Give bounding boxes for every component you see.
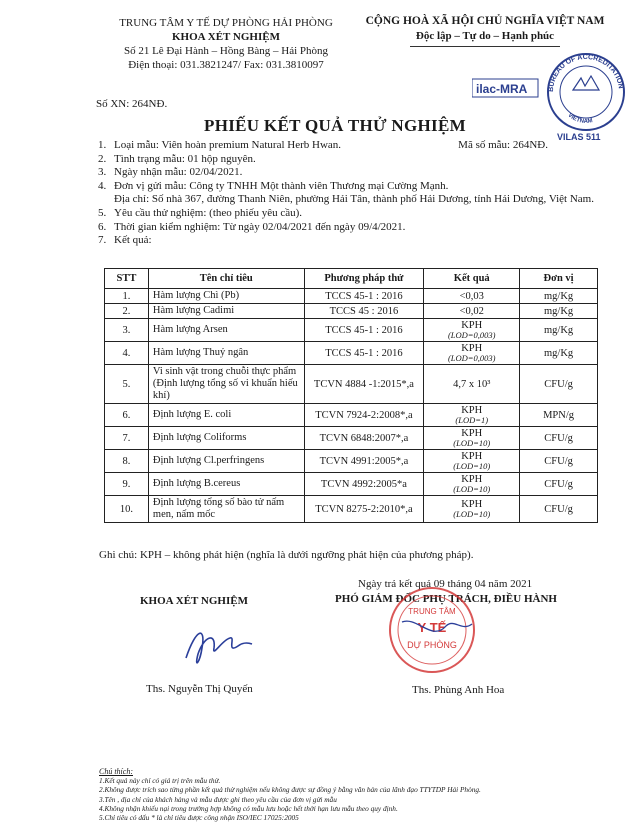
footnote: 2.Không được trích sao từng phần kết quả thử nghiệm nếu không được sự đồng ý bằng văn bản của lãnh đạo TTYTDP Hải Phòng.: [99, 785, 481, 795]
cell-result-lod: (LOD=10): [453, 509, 491, 519]
motto: Độc lập – Tự do – Hạnh phúc: [415, 30, 555, 42]
cell-name: Định lượng E. coli: [148, 404, 304, 427]
cell-result-lod: (LOD=10): [453, 438, 491, 448]
col-result: Kết quả: [424, 269, 520, 289]
cell-unit: mg/Kg: [520, 319, 598, 342]
table-row: [105, 342, 598, 365]
cell-method: TCVN 4991:2005*,a: [304, 450, 424, 473]
footnote: 1.Kết quả này chỉ có giá trị trên mẫu thử.: [99, 776, 221, 786]
sample-code: Mã số mẫu: 264NĐ.: [458, 139, 548, 151]
cell-result: KPH (LOD=0,003): [424, 319, 520, 342]
col-unit: Đơn vị: [520, 269, 598, 289]
cell-method: TCVN 8275-2:2010*,a: [304, 496, 424, 523]
svg-text:Y TẾ: Y TẾ: [417, 620, 447, 635]
cell-unit: CFU/g: [520, 473, 598, 496]
cell-method: TCVN 4992:2005*a: [304, 473, 424, 496]
cell-name: Định lượng Coliforms: [148, 427, 304, 450]
cell-result: <0,03: [424, 289, 520, 304]
cell-method: TCCS 45-1 : 2016: [304, 342, 424, 365]
note: Ghi chú: KPH – không phát hiện (nghĩa là dưới ngưỡng phát hiện của phương pháp).: [99, 549, 474, 561]
cell-unit: mg/Kg: [520, 304, 598, 319]
footnote: 4.Không nhận khiếu nại trong trường hợp không có mẫu lưu hoặc hết thời hạn lưu mẫu theo quy định.: [99, 803, 398, 813]
sample-info: 1. Loại mẫu: Viên hoàn premium Natural Herb Hwan. Mã số mẫu: 264NĐ. 2. Tình trạng mẫu: 01 hộp nguyên. 3. Ngày nhận mẫu: 02/04/2021. 4. Đơn vị gửi mẫu: Công ty TNHH Một thành viên Thương mại Cường Mạnh. Địa chỉ: Số nhà 367, đường Thanh Niên, phường Hải Tân, thành phố Hải Dương, tỉnh Hải Dương, Việt Nam. 5. Yêu cầu thử nghiệm: (theo phiếu yêu cầu). 6. Thời gian kiểm nghiệm: Từ ngày 02/04/2021 đến ngày 09/4/2021. 7. Kết quả:: [98, 139, 608, 248]
svg-text:BUREAU OF ACCREDITATION: BUREAU OF ACCREDITATION: [547, 53, 624, 93]
table-row: [105, 473, 598, 496]
cell-result-lod: (LOD=0,003): [447, 353, 496, 363]
org-address: Số 21 Lê Đại Hành – Hồng Bàng – Hải Phòng: [123, 45, 329, 57]
table-row: [105, 365, 598, 404]
cell-stt: 1.: [105, 289, 149, 304]
svg-text:ilac-MRA: ilac-MRA: [476, 82, 528, 96]
cell-result: KPH (LOD=0,003): [424, 342, 520, 365]
receive-date: Ngày nhận mẫu: 02/04/2021.: [114, 166, 243, 179]
cell-name: Hàm lượng Thuỷ ngân: [148, 342, 304, 365]
cell-result: KPH (LOD=10): [424, 427, 520, 450]
org-phone: Điện thoại: 031.3821247/ Fax: 031.3810097: [128, 59, 324, 71]
country-name: CỘNG HOÀ XÃ HỘI CHỦ NGHĨA VIỆT NAM: [365, 15, 605, 27]
accreditation-logo: [543, 50, 629, 142]
table-row: [105, 404, 598, 427]
signer-left-name: Ths. Nguyễn Thị Quyến: [146, 683, 253, 695]
table-row: [105, 450, 598, 473]
ilac-mra-logo: [472, 77, 542, 99]
sender-address: Địa chỉ: Số nhà 367, đường Thanh Niên, phường Hải Tân, thành phố Hải Dương, tỉnh Hải Dương, Việt Nam.: [114, 193, 594, 206]
cell-result-lod: (LOD=10): [453, 484, 491, 494]
cell-unit: CFU/g: [520, 427, 598, 450]
cell-method: TCVN 4884 -1:2015*,a: [304, 365, 424, 404]
cell-name: Định lượng Cl.perfringens: [148, 450, 304, 473]
result-date: Ngày trả kết quả 09 tháng 04 năm 2021: [358, 578, 533, 590]
cell-method: TCCS 45 : 2016: [304, 304, 424, 319]
table-body: [105, 289, 598, 523]
header-left: [96, 16, 356, 72]
cell-name: Hàm lượng Chì (Pb): [148, 289, 304, 304]
cell-name: Định lượng B.cereus: [148, 473, 304, 496]
cell-stt: 3.: [105, 319, 149, 342]
cell-method: TCVN 6848:2007*,a: [304, 427, 424, 450]
cell-stt: 4.: [105, 342, 149, 365]
motto-underline: [410, 46, 560, 47]
cell-result-lod: (LOD=1): [455, 415, 489, 425]
dept-name: KHOA XÉT NGHIỆM: [172, 31, 280, 43]
table-header: [105, 269, 598, 289]
sender: Đơn vị gửi mẫu: Công ty TNHH Một thành viên Thương mại Cường Mạnh.: [114, 179, 449, 192]
cell-name: Hàm lượng Arsen: [148, 319, 304, 342]
cell-name: Định lượng tổng số bào tử nấm men, nấm mốc: [148, 496, 304, 523]
cell-stt: 10.: [105, 496, 149, 523]
table-row: [105, 496, 598, 523]
signer-right-title: PHÓ GIÁM ĐỐC PHỤ TRÁCH, ĐIỀU HÀNH: [335, 593, 557, 605]
cell-stt: 6.: [105, 404, 149, 427]
cell-result: KPH (LOD=10): [424, 473, 520, 496]
document-number: Số XN: 264NĐ.: [96, 98, 168, 110]
footnote: 5.Chỉ tiêu có dấu * là chỉ tiêu được công nhận ISO/IEC 17025:2005: [99, 813, 299, 823]
footnotes: [99, 767, 619, 822]
svg-text:VIETNAM: VIETNAM: [566, 112, 594, 125]
cell-result-lod: (LOD=0,003): [447, 330, 496, 340]
header-right: [350, 14, 620, 47]
footnotes-heading: Chú thích:: [99, 767, 133, 776]
cell-result: KPH (LOD=1): [424, 404, 520, 427]
cell-method: TCCS 45-1 : 2016: [304, 289, 424, 304]
cell-stt: 5.: [105, 365, 149, 404]
col-method: Phương pháp thử: [304, 269, 424, 289]
svg-text:TRUNG TÂM: TRUNG TÂM: [408, 607, 456, 616]
cell-method: TCCS 45-1 : 2016: [304, 319, 424, 342]
signer-right-name: Ths. Phùng Anh Hoa: [412, 684, 505, 696]
cell-unit: MPN/g: [520, 404, 598, 427]
cell-result: KPH (LOD=10): [424, 496, 520, 523]
cell-unit: mg/Kg: [520, 342, 598, 365]
table-row: [105, 304, 598, 319]
signer-left-title: KHOA XÉT NGHIỆM: [140, 595, 248, 607]
cell-result-lod: (LOD=10): [453, 461, 491, 471]
cell-method: TCVN 7924-2:2008*,a: [304, 404, 424, 427]
table-row: [105, 319, 598, 342]
page-title: PHIẾU KẾT QUẢ THỬ NGHIỆM: [204, 116, 466, 135]
org-name: TRUNG TÂM Y TẾ DỰ PHÒNG HẢI PHÒNG: [119, 17, 333, 29]
official-stamp: [372, 586, 492, 676]
sample-type: Loại mẫu: Viên hoàn premium Natural Herb Hwan.: [114, 139, 342, 151]
cell-result: 4,7 x 10³: [424, 365, 520, 404]
cell-unit: CFU/g: [520, 496, 598, 523]
sample-state: Tình trạng mẫu: 01 hộp nguyên.: [114, 152, 256, 165]
footnote: 3.Tên , địa chỉ của khách hàng và mẫu được ghi theo yêu cầu của đơn vị gửi mẫu: [99, 794, 337, 804]
cell-stt: 8.: [105, 450, 149, 473]
cell-result: KPH (LOD=10): [424, 450, 520, 473]
cell-stt: 2.: [105, 304, 149, 319]
signature-left: [176, 618, 256, 674]
cell-unit: CFU/g: [520, 450, 598, 473]
results-label: Kết quả:: [114, 234, 152, 247]
cell-unit: CFU/g: [520, 365, 598, 404]
svg-text:VILAS 511: VILAS 511: [557, 132, 601, 142]
table-row: [105, 289, 598, 304]
cell-stt: 9.: [105, 473, 149, 496]
cell-stt: 7.: [105, 427, 149, 450]
svg-text:DỰ PHÒNG: DỰ PHÒNG: [407, 640, 457, 650]
cell-name: Hàm lượng Cadimi: [148, 304, 304, 319]
table-row: [105, 427, 598, 450]
col-stt: STT: [105, 269, 149, 289]
results-table: [104, 268, 598, 523]
cell-unit: mg/Kg: [520, 289, 598, 304]
test-period: Thời gian kiểm nghiệm: Từ ngày 02/04/2021 đến ngày 09/4/2021.: [114, 220, 406, 233]
test-request: Yêu cầu thử nghiệm: (theo phiếu yêu cầu).: [114, 206, 303, 219]
cell-name: Vi sinh vật trong chuỗi thực phẩm (Định lượng tổng số vi khuẩn hiếu khí): [148, 365, 304, 404]
cell-result: <0,02: [424, 304, 520, 319]
col-name: Tên chỉ tiêu: [148, 269, 304, 289]
